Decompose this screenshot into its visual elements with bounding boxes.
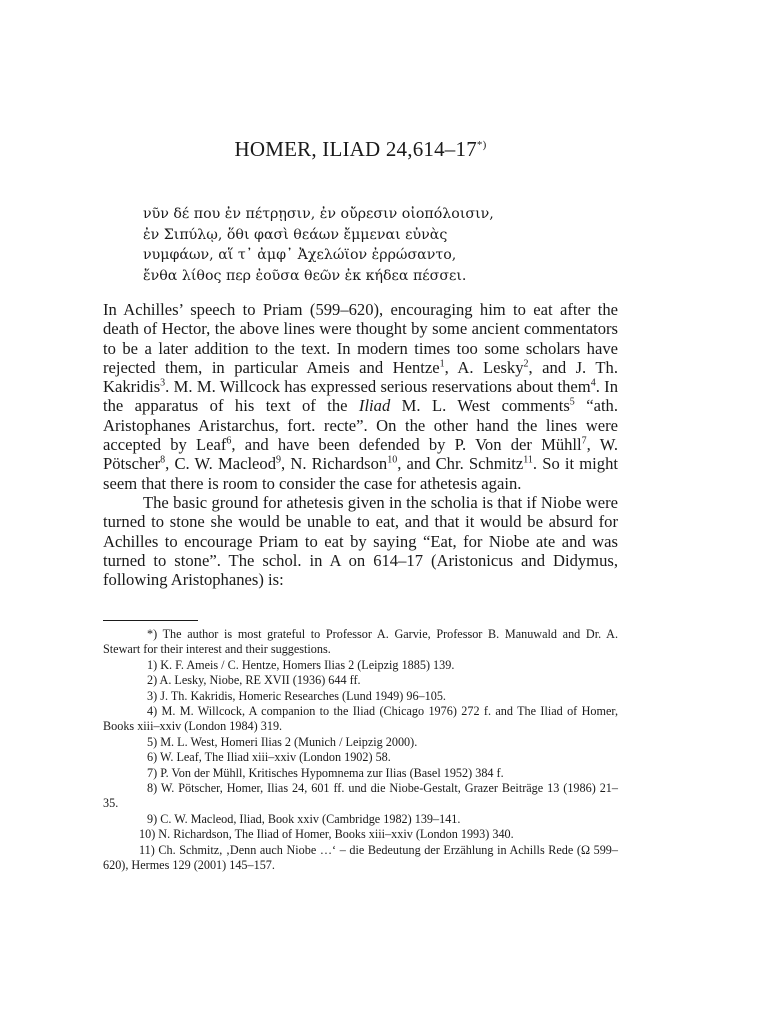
footnote: 6) W. Leaf, The Iliad xiii–xxiv (London 1902) 58. xyxy=(147,750,391,765)
title-footnote-mark: *) xyxy=(476,139,487,151)
footnote-ref: 7 xyxy=(581,435,587,447)
footnote-ref: 4 xyxy=(590,377,596,389)
footnote: 5) M. L. West, Homeri Ilias 2 (Munich / Leipzig 2000). xyxy=(147,734,418,749)
footnote-ref: 2 xyxy=(523,358,529,370)
footnote: 4) M. M. Willcock, A companion to the Iliad (Chicago 1976) 272 f. and The Iliad of Homer, Books xiii–xxiv (London 1984) 319. xyxy=(103,704,618,734)
footnotes xyxy=(103,627,618,874)
footnote-ref: 8 xyxy=(160,454,166,466)
footnote: 7) P. Von der Mühll, Kritisches Hypomnema zur Ilias (Basel 1952) 384 f. xyxy=(147,765,504,780)
footnote-ref: 5 xyxy=(569,396,575,408)
verse-line: ἔνθα λίθος περ ἐοῦσα θεῶν ἐκ κήδεα πέσσει. xyxy=(143,267,467,284)
verse-line: ἐν Σιπύλῳ, ὅθι φασὶ θεάων ἔμμεναι εὐνὰς xyxy=(143,226,448,243)
footnote: 3) J. Th. Kakridis, Homeric Researches (Lund 1949) 96–105. xyxy=(147,688,446,703)
footnote-ref: 1 xyxy=(439,358,445,370)
footnote: 2) A. Lesky, Niobe, RE XVII (1936) 644 ff. xyxy=(147,673,361,688)
footnote: 8) W. Pötscher, Homer, Ilias 24, 601 ff. und die Niobe-Gestalt, Grazer Beiträge 13 (1986) 21–35. xyxy=(103,781,618,811)
footnote-ref: 10 xyxy=(387,454,398,466)
footnote: 1) K. F. Ameis / C. Hentze, Homers Ilias 2 (Leipzig 1885) 139. xyxy=(147,657,455,672)
footnote-ref: 11 xyxy=(523,454,533,466)
footnote-ref: 3 xyxy=(160,377,166,389)
paragraph-2: The basic ground for athetesis given in the scholia is that if Niobe were turned to stone she would be unable to eat, and that it would be absurd for Achilles to encourage Priam to eat by saying “Eat, for Niobe ate and was turned to stone”. The schol. in A on 614–17 (Aristonicus and Didymus, following Aristophanes) is: xyxy=(103,492,618,590)
footnote: 10) N. Richardson, The Iliad of Homer, Books xiii–xxiv (London 1993) 340. xyxy=(139,827,514,842)
greek-verse-quotation xyxy=(143,204,583,286)
footnote-ref: 9 xyxy=(276,454,282,466)
footnote: 9) C. W. Macleod, Iliad, Book xxiv (Cambridge 1982) 139–141. xyxy=(147,811,461,826)
verse-line: νυμφάων, αἵ τ᾽ ἀμφ᾽ Ἀχελώϊον ἐρρώσαντο, xyxy=(143,247,457,263)
italic-title: Iliad xyxy=(358,396,391,416)
paragraph-1: In Achilles’ speech to Priam (599–620), encouraging him to eat after the death of Hector, the above lines were thought by some ancient commentators to be a later addition to the text. In modern times too some scholars have rejected them, in particular Ameis and Hentze$^1$, A. Lesky$^2$, and J. Th. Kakridis$^3$. M. M. Willcock has expressed serious reservations about them$^4$. In the apparatus of his text of the Iliad M. L. West comments$^5$ “ath. Aristophanes Aristarchus, fort. recte”. On the other hand the lines were accepted by Leaf$^6$, and have been defended by P. Von der Mühll$^7$, W. Pötscher$^8$, C. W. Macleod$^9$, N. Richardson$^{10}$, and Chr. Schmitz$^{11}$. So it might seem that there is room to consider the case for athetesis again. xyxy=(103,300,619,493)
footnote: *) The author is most grateful to Professor A. Garvie, Professor B. Manuwald and Dr. A. Stewart for their interest and their suggestions. xyxy=(103,627,618,657)
footnote-ref: 6 xyxy=(226,435,232,447)
footnote-separator xyxy=(103,620,198,621)
verse-line: νῦν δέ που ἐν πέτρῃσιν, ἐν οὔρεσιν οἰοπόλοισιν, xyxy=(143,206,494,222)
article-title xyxy=(103,137,618,162)
title-text: HOMER, ILIAD 24,614–17 xyxy=(234,137,477,161)
footnote: 11) Ch. Schmitz, ‚Denn auch Niobe …‘ – die Bedeutung der Erzählung in Achills Rede (Ω 599–620), Hermes 129 (2001) 145–157. xyxy=(103,842,618,873)
body-text xyxy=(103,300,618,589)
